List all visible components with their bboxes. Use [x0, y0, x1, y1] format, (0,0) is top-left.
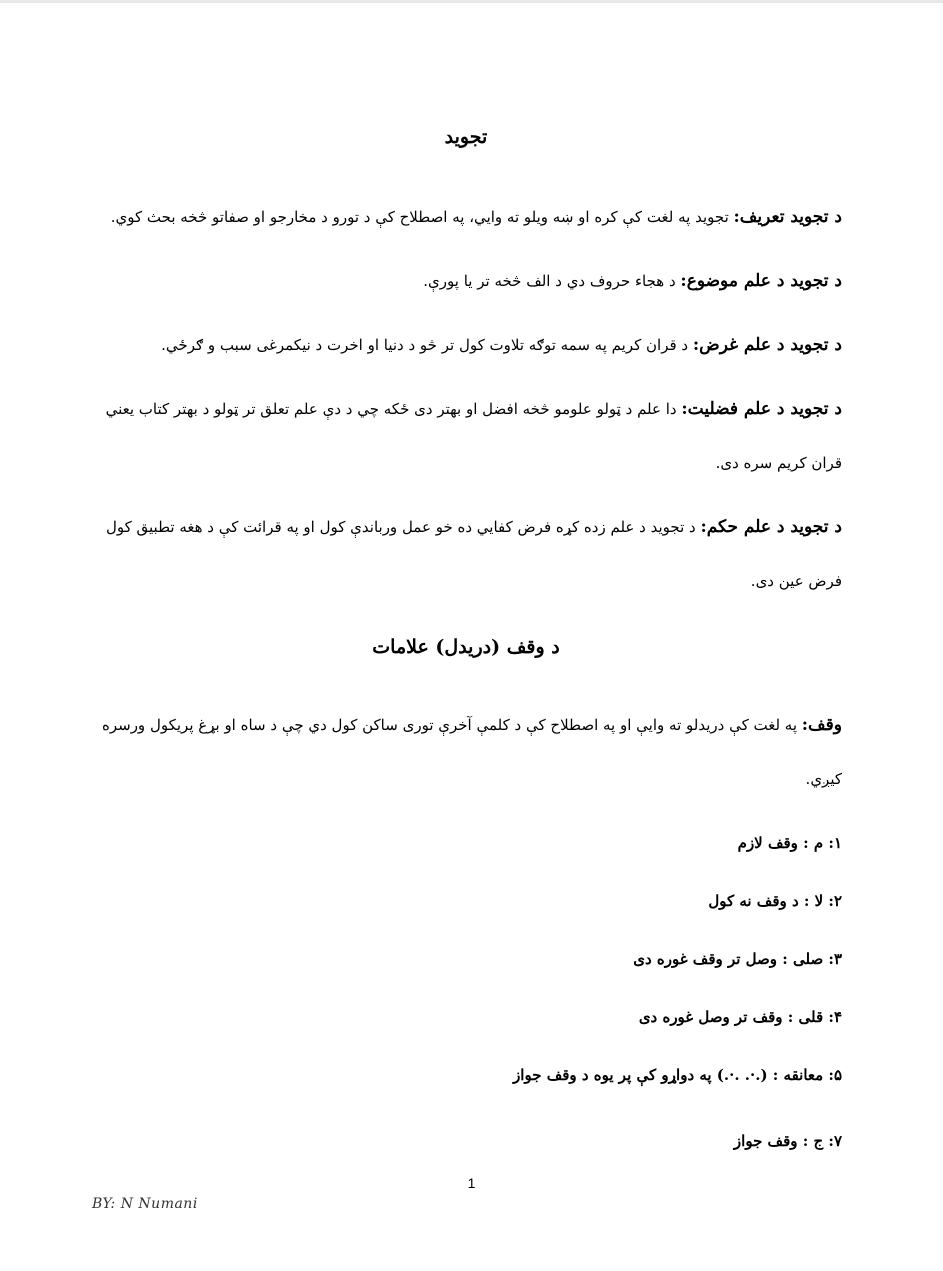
waqf-definition-paragraph [90, 698, 842, 806]
paragraph-text: د تجويد د علم زده کړه فرض کفايي ده خو عمل ورباندې کول او په قرائت کې د هغه تطبيق کول فرض عين دی. [105, 518, 842, 590]
definition-paragraph [90, 190, 842, 244]
purpose-paragraph [90, 318, 842, 372]
waqf-mark-item: ۴: قلی : وقف تر وصل غوره دی [638, 1008, 842, 1026]
paragraph-term: وقف: [801, 715, 842, 735]
paragraph-term: د تجويد د علم فضليت: [681, 399, 842, 419]
waqf-mark-item: ۵: معانقه : (.·. .·.) په دواړو کې پر يوه د وقف جواز [513, 1066, 842, 1084]
paragraph-text: تجويد په لغت کې کره او ښه ويلو ته وايي، په اصطلاح کې د تورو د مخارجو او صفاتو څخه بحث کوي. [110, 208, 734, 226]
document-body [90, 120, 842, 1184]
waqf-mark-item: ۷: ج : وقف جواز [733, 1132, 842, 1150]
section-title: د وقف (دريدل) علامات [372, 636, 560, 658]
page-title: تجويد [444, 126, 488, 148]
subject-paragraph [90, 254, 842, 308]
top-rule [0, 0, 943, 3]
author-signature: BY: N Numani [92, 1196, 198, 1212]
paragraph-term: د تجويد د علم موضوع: [680, 271, 842, 291]
paragraph-text: د قران کريم په سمه توګه تلاوت کول تر څو د دنيا او اخرت د نيکمرغی سبب و ګرځي. [161, 336, 693, 354]
page-number: 1 [467, 1175, 476, 1191]
waqf-mark-item: ۳: صلی : وصل تر وقف غوره دی [633, 950, 842, 968]
paragraph-text: دا علم د ټولو علومو څخه افضل او بهتر دی ځکه چي د دې علم تعلق تر ټولو د بهتر کتاب يعني قران کريم سره دی. [105, 400, 842, 472]
paragraph-term: د تجويد د علم غرض: [692, 335, 842, 355]
paragraph-term: د تجويد د علم حکم: [700, 517, 842, 537]
paragraph-term: د تجويد تعريف: [733, 207, 842, 227]
paragraph-text: د هجاء حروف دي د الف څخه تر يا پورې. [423, 272, 681, 290]
ruling-paragraph [90, 500, 842, 608]
paragraph-text: په لغت کې دريدلو ته وايې او په اصطلاح کې د کلمې آخرې توری ساکن کول دي چې د ساه او بړغ پريکول ورسره کيږي. [101, 716, 842, 788]
virtue-paragraph [90, 382, 842, 490]
waqf-mark-item: ۱: م : وقف لازم [737, 834, 842, 852]
waqf-mark-item: ۲: لا : د وقف نه کول [708, 892, 842, 910]
